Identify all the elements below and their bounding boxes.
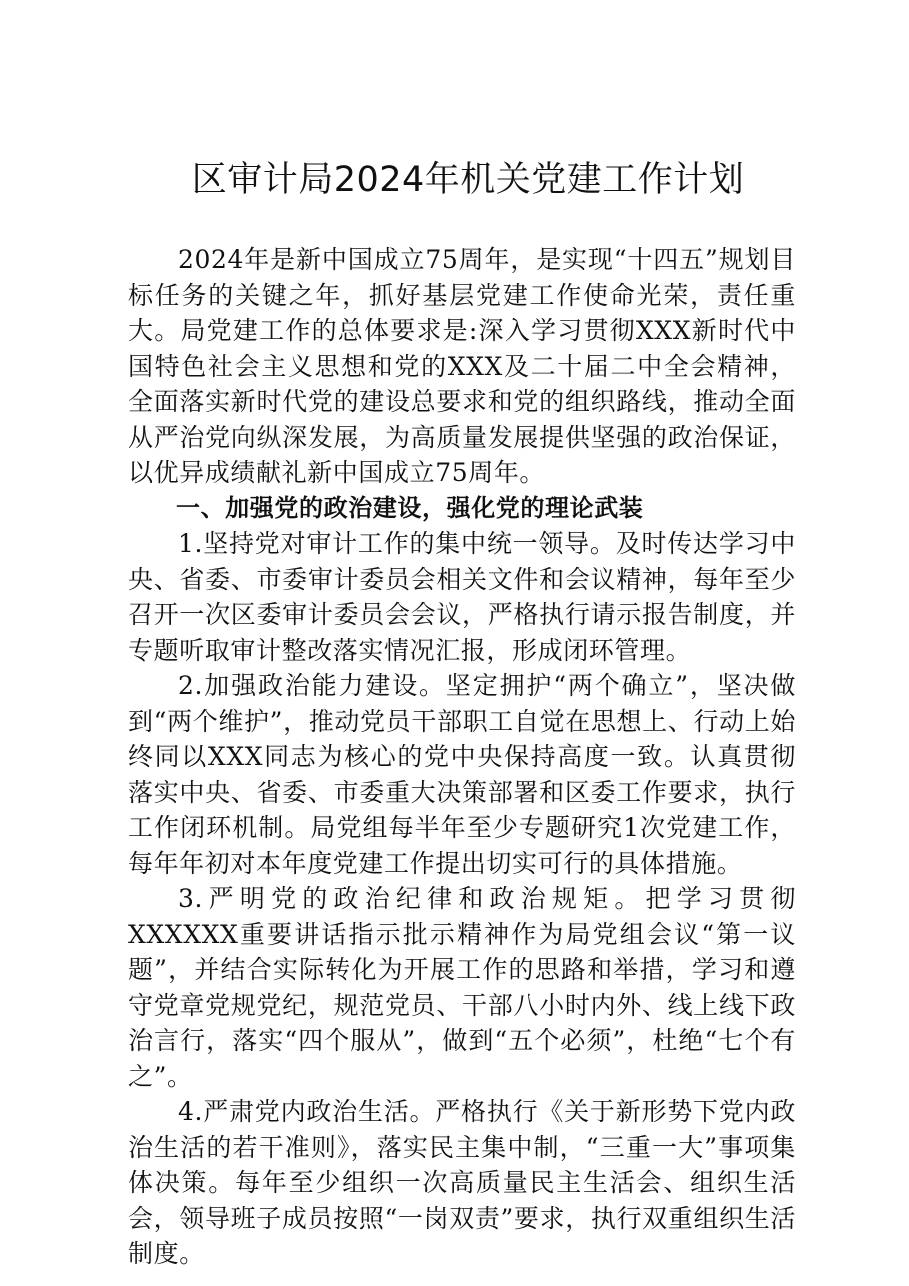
section-item-1: 1.坚持党对审计工作的集中统一领导。及时传达学习中央、省委、市委审计委员会相关文件和会议精神，每年至少召开一次区委审计委员会会议，严格执行请示报告制度，并专题听取审计整改落实情况汇报，形成闭环管理。 [128, 529, 796, 665]
section-heading: 一、加强党的政治建设，强化党的理论武装 [176, 493, 644, 522]
document-title: 区审计局2024年机关党建工作计划 [191, 160, 745, 200]
section-item-2: 2.加强政治能力建设。坚定拥护“两个确立”，坚决做到“两个维护”，推动党员干部职工自觉在思想上、行动上始终同以XXX同志为核心的党中央保持高度一致。认真贯彻落实中央、省委、市委重大决策部署和区委工作要求，执行工作闭环机制。局党组每半年至少专题研究1次党建工作，每年年初对本年度党建工作提出切实可行的具体措施。 [128, 671, 796, 878]
intro-paragraph: 2024年是新中国成立75周年，是实现“十四五”规划目标任务的关键之年，抓好基层党建工作使命光荣，责任重大。局党建工作的总体要求是:深入学习贯彻XXX新时代中国特色社会主义思想和党的XXX及二十届二中全会精神，全面落实新时代党的建设总要求和党的组织路线，推动全面从严治党向纵深发展，为高质量发展提供坚强的政治保证，以优异成绩献礼新中国成立75周年。 [128, 245, 796, 487]
section-item-4: 4.严肃党内政治生活。严格执行《关于新形势下党内政治生活的若干准则》，落实民主集中制，“三重一大”事项集体决策。每年至少组织一次高质量民主生活会、组织生活会，领导班子成员按照“一岗双责”要求，执行双重组织生活制度。 [128, 1097, 796, 1268]
section-item-3: 3.严明党的政治纪律和政治规矩。把学习贯彻XXXXXX重要讲话指示批示精神作为局党组会议“第一议题”，并结合实际转化为开展工作的思路和举措，学习和遵守党章党规党纪，规范党员、干部八小时内外、线上线下政治言行，落实“四个服从”，做到“五个必须”，杜绝“七个有之”。 [128, 884, 796, 1091]
